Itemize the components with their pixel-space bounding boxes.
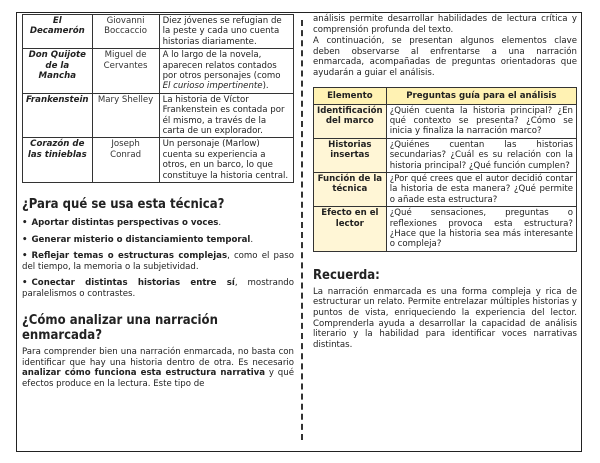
item-strong: Generar misterio o distanciamiento temporal: [31, 234, 251, 245]
item-strong: Reflejar temas o estructuras complejas: [31, 251, 228, 262]
recuerda-heading: Recuerda:: [313, 267, 380, 283]
table-row: [23, 93, 294, 138]
list-item: [22, 235, 294, 246]
element-cell: Función de la técnica: [314, 173, 387, 207]
work-description: Un personaje (Marlow) cuenta su experiencia a otros, en un barco, lo que constituye la historia central.: [159, 138, 293, 183]
table-row: [314, 173, 577, 207]
work-description: La historia de Víctor Frankenstein es contada por él mismo, a través de la carta de un explorador.: [159, 93, 293, 138]
list-item: [22, 218, 294, 229]
text-part: Para comprender bien una narración enmarcada, no basta con identificar que hay una historia dentro de otra. Es necesario: [22, 347, 294, 368]
continuation-paragraph: análisis permite desarrollar habilidades de lectura crítica y comprensión profunda del texto.: [313, 14, 577, 35]
bullet: •: [22, 278, 28, 289]
work-description: [159, 49, 293, 94]
col-header-questions: Preguntas guía para el análisis: [386, 87, 576, 104]
item-strong: Aportar distintas perspectivas o voces: [31, 218, 219, 229]
work-title: Corazón de las tinieblas: [23, 138, 93, 183]
item-rest: , mostrando paralelismos o contrastes.: [22, 278, 294, 299]
left-column: [22, 14, 294, 389]
item-rest: .: [250, 234, 254, 245]
desc-emphasis: El curioso impertinente: [162, 81, 263, 92]
work-author: Joseph Conrad: [92, 138, 159, 183]
questions-cell: ¿Quién cuenta la historia principal? ¿En qué contexto se presenta? ¿Cómo se inicia y finaliza la narración marco?: [386, 104, 576, 138]
bullet: •: [22, 251, 28, 262]
item-rest: .: [218, 218, 222, 229]
purpose-list: [22, 218, 294, 299]
desc-part: ).: [262, 81, 269, 92]
bullet: •: [22, 218, 28, 229]
right-column: [313, 14, 577, 350]
col-header-element: Elemento: [314, 87, 387, 104]
questions-cell: ¿Qué sensaciones, preguntas o reflexiones provoca esta estructura? ¿Hace que la historia sea más interesante o compleja?: [386, 207, 576, 252]
work-description: Diez jóvenes se refugian de la peste y cada uno cuenta historias diariamente.: [159, 15, 293, 49]
work-title: Frankenstein: [23, 93, 93, 138]
questions-cell: ¿Por qué crees que el autor decidió contar la historia de esta manera? ¿Qué permite o añade esta estructura?: [386, 173, 576, 207]
table-header-row: [314, 87, 577, 104]
work-title: Don Quijote de la Mancha: [23, 49, 93, 94]
guide-table: [313, 87, 577, 252]
desc-part: A lo largo de la novela, aparecen relatos contados por otros personajes (como: [162, 50, 281, 82]
list-item: [22, 251, 294, 272]
questions-cell: ¿Quiénes cuentan las historias secundarias? ¿Cuál es su relación con la historia principal? ¿Qué función cumplen?: [386, 138, 576, 172]
table-row: [23, 15, 294, 49]
table-row: [23, 138, 294, 183]
element-cell: Identificación del marco: [314, 104, 387, 138]
table-row: [23, 49, 294, 94]
bullet: •: [22, 234, 28, 245]
list-item: [22, 278, 294, 299]
section-heading-analysis: ¿Cómo analizar una narración enmarcada?: [22, 313, 218, 344]
table-row: [314, 207, 577, 252]
table-row: [314, 138, 577, 172]
text-strong: analizar cómo funciona esta estructura narrativa: [22, 368, 266, 379]
work-author: Miguel de Cervantes: [92, 49, 159, 94]
column-divider: [301, 20, 303, 440]
item-strong: Conectar distintas historias entre sí: [31, 278, 235, 289]
work-author: Giovanni Boccaccio: [92, 15, 159, 49]
works-table: [22, 14, 294, 183]
table-row: [314, 104, 577, 138]
recuerda-paragraph: La narración enmarcada es una forma compleja y rica de estructurar un relato. Permite entrelazar múltiples historias y puntos de vista, enriqueciendo la experiencia del lector. Comprenderla ayuda a desarrollar la capacidad de análisis literario y la habilidad para identificar voces narrativas distintas.: [313, 286, 577, 350]
item-rest: , como el paso del tiempo, la memoria o la subjetividad.: [22, 251, 294, 272]
analysis-paragraph: [22, 347, 294, 389]
section-heading-purpose: ¿Para qué se usa esta técnica?: [22, 197, 225, 213]
text-part: y qué efectos produce en la lectura. Este tipo de: [22, 368, 294, 389]
work-title: El Decamerón: [23, 15, 93, 49]
element-cell: Efecto en el lector: [314, 207, 387, 252]
intro-paragraph: A continuación, se presentan algunos elementos clave deben observarse al enfrentarse a una narración enmarcada, acompañadas de preguntas orientadoras que ayudarán a guiar el análisis.: [313, 36, 577, 78]
element-cell: Historias insertas: [314, 138, 387, 172]
work-author: Mary Shelley: [92, 93, 159, 138]
